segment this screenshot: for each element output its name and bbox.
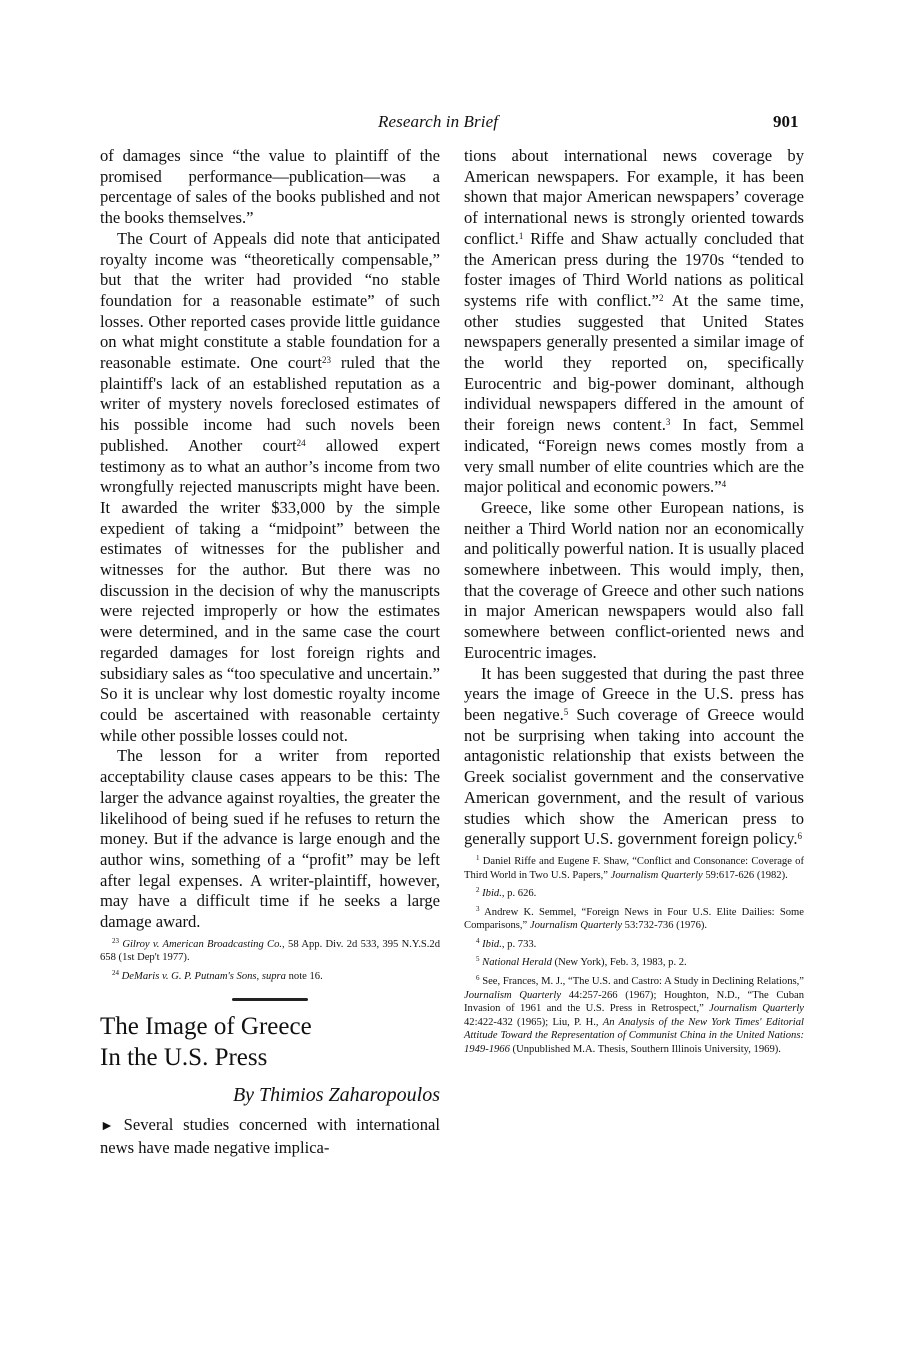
footnote: $^{23}$ Gilroy v. American Broadcasting Co., 58 App. Div. 2d 533, 395 N.Y.S.2d 658 (1st Dep't 1977). bbox=[100, 936, 440, 964]
section-divider bbox=[232, 998, 308, 1001]
paragraph: It has been suggested that during the past three years the image of Greece in the U.S. press has been negative.$^5$ Such coverage of Greece would not be surprising when taking into account the antagonistic relationship that exists between the Greek socialist government and the conservative American government, and the result of various studies which show the American press to generally support U.S. government foreign policy.$^6$ bbox=[464, 663, 804, 849]
footnote-ref[interactable]: 2 bbox=[658, 292, 664, 303]
footnote-ref[interactable]: 23 bbox=[321, 355, 331, 366]
footnote: $^{24}$ DeMaris v. G. P. Putnam's Sons, supra note 16. bbox=[112, 968, 323, 982]
byline: By Thimios Zaharopoulos bbox=[232, 1083, 440, 1106]
running-head bbox=[0, 112, 899, 136]
footnote-ref[interactable]: 4 bbox=[721, 479, 727, 490]
left-column bbox=[100, 146, 440, 1159]
footnote: $^6$ See, Frances, M. J., “The U.S. and Castro: A Study in Declining Relations,” Journalism Quarterly 44:257-266 (1967); Houghton, N.D., “The Cuban Invasion of 1961 and the U.S. Press in Retrospect,” Journalism Quarterly 42:422-432 (1965); Liu, P. H., An Analysis of the New York Times' Editorial Attitude Toward the Representation of Communist China in the United Nations: 1949-1966 (Unpublished M.A. Thesis, Southern Illinois University, 1969). bbox=[464, 974, 804, 1056]
footnote: $^5$ National Herald (New York), Feb. 3, 1983, p. 2. bbox=[476, 955, 687, 969]
paragraph: The Court of Appeals did note that anticipated royalty income was “theoretically compensable,” but that the writer had provided “no stable foundation for a reasonable estimate” of such losses. Other reported cases provide little guidance on what might constitute a stable foundation for a reasonable estimate. One court$^{23}$ ruled that the plaintiff's lack of an established reputation as a writer of mystery novels foreclosed estimates of his possible income had such novels been published. Another court$^{24}$ allowed expert testimony as to what an author’s income from two wrongfully rejected manuscripts might have been. It awarded the writer $33,000 by the simple expedient of taking a “midpoint” between the estimates of witnesses for the publisher and witnesses for the author. But there was no discussion in the decision of why the manuscripts were rejected improperly or how the estimates were determined, and in the same case the court regarded damages for lost foreign rights and subsidiary sales as “too speculative and uncertain.” So it is unclear why lost domestic royalty income could be ascertained with reasonable certainty while other possible losses could not. bbox=[100, 228, 440, 745]
footnote: $^3$ Andrew K. Semmel, “Foreign News in Four U.S. Elite Dailies: Some Comparisons,” Journalism Quarterly 53:732-736 (1976). bbox=[464, 904, 804, 932]
running-title: Research in Brief bbox=[378, 112, 499, 131]
triangle-marker-icon: ► bbox=[100, 1119, 114, 1135]
lead-paragraph: ► Several studies concerned with international news have made negative implica- bbox=[100, 1115, 440, 1157]
paragraph: of damages since “the value to plaintiff of the promised performance—publication—was a percentage of sales of the books published and not the books themselves.” bbox=[100, 146, 440, 228]
footnote: $^4$ Ibid., p. 733. bbox=[476, 936, 537, 950]
page-number: 901 bbox=[773, 112, 799, 131]
article-title: The Image of Greece In the U.S. Press bbox=[100, 1012, 312, 1071]
footnote-ref[interactable]: 1 bbox=[518, 230, 524, 241]
footnote-ref[interactable]: 6 bbox=[797, 831, 802, 842]
right-column bbox=[464, 146, 804, 1057]
footnote: $^2$ Ibid., p. 626. bbox=[476, 886, 537, 900]
footnote-ref[interactable]: 5 bbox=[563, 706, 569, 717]
footnote-ref[interactable]: 3 bbox=[665, 417, 671, 428]
paragraph: Greece, like some other European nations, is neither a Third World nation nor an economically and politically powerful nation. It is usually placed somewhere inbetween. This would imply, then, that the coverage of Greece and other such nations in major American newspapers would also fall somewhere between conflict-oriented news and Eurocentric images. bbox=[464, 497, 804, 662]
footnote-ref[interactable]: 24 bbox=[296, 437, 306, 448]
paragraph: tions about international news coverage by American newspapers. For example, it has been shown that major American newspapers’ coverage of international news is strongly oriented towards conflict.$^1$ Riffe and Shaw actually concluded that the American press during the 1970s “tended to foster images of Third World nations as political systems rife with conflict.”$^2$ At the same time, other studies suggested that United States newspapers generally presented a similar image of the world they reported on, specifically Eurocentric and big-power dominant, although individual newspapers differed in the amount of their foreign news content.$^3$ In fact, Semmel indicated, “Foreign news comes mostly from a very small number of elite countries which are the major political and economic powers.”$^4$ bbox=[464, 146, 804, 497]
paragraph: The lesson for a writer from reported acceptability clause cases appears to be this: The larger the advance against royalties, the greater the likelihood of being sued if he refuses to return the money. But if the advance is large enough and the author wins, something of a “profit” may be left after legal expenses. A writer-plaintiff, however, may have a difficult time if he seeks a large damage award. bbox=[100, 746, 440, 932]
footnote: $^1$ Daniel Riffe and Eugene F. Shaw, “Conflict and Consonance: Coverage of Third World in Two U.S. Papers,” Journalism Quarterly 59:617-626 (1982). bbox=[464, 853, 804, 881]
